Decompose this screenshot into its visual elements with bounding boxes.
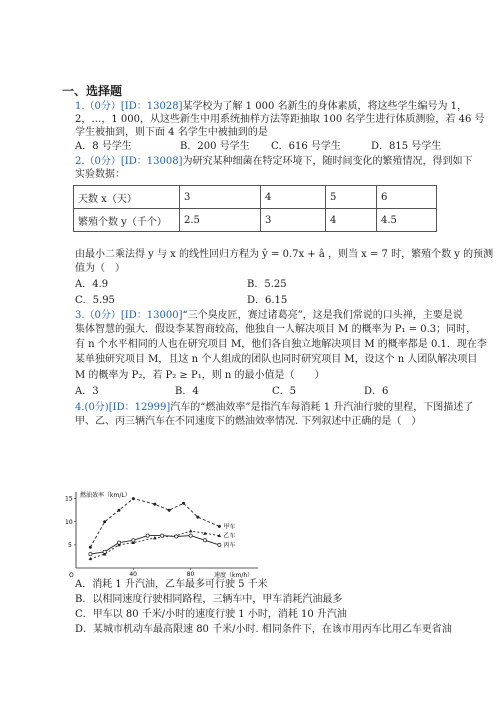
q2-option-c[interactable]: C．5.95 xyxy=(75,295,115,306)
data-point-circle xyxy=(146,534,149,537)
table-cell: 4 xyxy=(261,186,326,209)
y-tick-label: 15 xyxy=(65,495,73,503)
x-axis-label: 速度（km/h） xyxy=(214,572,254,579)
table-cell: 3 xyxy=(180,186,261,209)
data-point-dot xyxy=(118,509,121,512)
q2-option-a[interactable]: A．4.9 xyxy=(75,279,109,290)
data-point-dot xyxy=(168,509,171,512)
x-tick-label: 40 xyxy=(129,571,137,578)
data-point-dot xyxy=(182,502,185,505)
table-cell: 6 xyxy=(377,186,437,209)
q4-line1 xyxy=(75,401,473,414)
q3-text1: “三个臭皮匠，赛过诸葛亮”，这是我们常说的口头禅，主要是说 xyxy=(182,310,463,321)
series-label: 丙车 xyxy=(223,541,236,549)
q1-text1: 某学校为了解 1 000 名新生的身体素质，将这些学生编号为 1， xyxy=(182,101,468,112)
data-point-circle xyxy=(160,534,163,537)
q3-line5: M 的概率为 P₂，若 P₂ ≥ P₁，则 n 的最小值是（ ） xyxy=(75,370,325,381)
q3-option-a[interactable]: A．3 xyxy=(75,386,99,397)
table-row xyxy=(74,209,437,232)
q4-option-b[interactable]: B．以相同速度行驶相同路程，三辆车中，甲车消耗汽油最多 xyxy=(75,594,343,605)
data-point-triangle xyxy=(189,529,193,532)
table-cell: 3 xyxy=(261,209,326,232)
q3-option-d[interactable]: D．6 xyxy=(364,386,389,397)
table-cell: 4 xyxy=(326,209,377,232)
q1-tag: （0分）[ID：13028] xyxy=(84,101,183,112)
data-point-circle xyxy=(175,535,178,538)
q1-option-a[interactable]: A．8 号学生 xyxy=(75,141,132,152)
q4-option-d[interactable]: D．某城市机动车最高限速 80 千米/小时. 相同条件下，在该市用丙车比用乙车更省油 xyxy=(75,624,452,635)
section-title: 一、选择题 xyxy=(62,84,123,98)
data-point-dot xyxy=(153,503,156,506)
table-row xyxy=(74,186,437,209)
y-tick-label: 5 xyxy=(68,541,72,549)
q4-option-c[interactable]: C．甲车以 80 千米/小时的速度行驶 1 小时，消耗 10 升汽油 xyxy=(75,609,347,620)
data-point-circle xyxy=(189,534,192,537)
series-label: 甲车 xyxy=(223,523,236,531)
data-point-circle xyxy=(203,539,206,542)
series-line-0 xyxy=(90,499,219,548)
y-axis-label: 燃油效率（km/L） xyxy=(80,492,131,499)
data-point-circle xyxy=(132,539,135,542)
q3-line3: 有 n 个水平相同的人也在研究项目 M，他们各自独立地解决项目 M 的概率都是 0.1．现在李 xyxy=(75,339,487,350)
q1-line1 xyxy=(75,100,467,113)
q3-option-c[interactable]: C．5 xyxy=(272,386,297,397)
q2-text1: 为研究某种细菌在特定环境下，随时间变化的繁殖情况，得到如下 xyxy=(182,156,473,167)
q1-number: 1. xyxy=(75,101,85,112)
q1-option-b[interactable]: B．200 号学生 xyxy=(180,141,250,152)
q3-number: 3. xyxy=(75,310,85,321)
data-point-circle xyxy=(89,553,92,556)
q3-tag: （0分）[ID：13000] xyxy=(84,310,183,321)
q3-line2: 集体智慧的强大．假设李某智商较高，他独自一人解决项目 M 的概率为 P₁ = 0.3；同时， xyxy=(75,324,477,335)
fuel-efficiency-chart xyxy=(66,488,266,580)
table-cell: 天数 x（天） xyxy=(74,186,180,209)
q4-line2: 甲、乙、丙三辆汽车在不同速度下的燃油效率情况. 下列叙述中正确的是（ ） xyxy=(75,416,422,427)
data-point-dot xyxy=(103,520,106,523)
x-tick-label: 80 xyxy=(186,571,195,578)
table-cell: 繁殖个数 y（千个） xyxy=(74,209,180,232)
data-point-dot xyxy=(196,516,199,519)
q2-tag: （0分）[ID：13008] xyxy=(84,156,183,167)
q4-tag: (0分)[ID：12999] xyxy=(84,402,171,413)
data-point-circle xyxy=(218,543,221,546)
data-point-dot xyxy=(218,525,221,528)
series-label: 乙车 xyxy=(223,532,236,540)
q3-option-b[interactable]: B．4 xyxy=(175,386,199,397)
q2-line2: 实验数据： xyxy=(75,169,125,180)
q4-option-a[interactable]: A．消耗 1 升汽油，乙车最多可行驶 5 千米 xyxy=(75,579,268,590)
y-tick-label: 10 xyxy=(65,518,73,526)
data-point-dot xyxy=(89,546,92,549)
table-cell: 2.5 xyxy=(180,209,261,232)
data-point-circle xyxy=(103,550,106,553)
q1-line2: 2，…，1 000，从这些新生中用系统抽样方法等距抽取 100 名学生进行体质测验，若 46 号 xyxy=(75,114,485,125)
q1-option-d[interactable]: D．815 号学生 xyxy=(371,141,442,152)
q3-line1 xyxy=(75,309,463,322)
q3-line4: 某单独研究项目 M，且这 n 个人组成的团队也同时研究项目 M，设这个 n 人团队解决项目 xyxy=(75,354,478,365)
data-point-circle xyxy=(117,541,120,544)
q4-text1: 汽车的“燃油效率”是指汽车每消耗 1 升汽油行驶的里程，下图描述了 xyxy=(170,402,474,413)
q2-option-b[interactable]: B．5.25 xyxy=(247,279,287,290)
q2-number: 2. xyxy=(75,156,85,167)
table-cell: 4.5 xyxy=(377,209,437,232)
q4-number: 4. xyxy=(75,402,85,413)
q1-option-c[interactable]: C．616 号学生 xyxy=(271,141,341,152)
q2-line1 xyxy=(75,155,473,168)
data-point-dot xyxy=(132,497,135,500)
q2-option-d[interactable]: D．6.15 xyxy=(247,295,288,306)
q2-data-table xyxy=(73,185,437,232)
table-cell: 5 xyxy=(326,186,377,209)
q1-line3: 学生被抽到，则下面 4 名学生中被抽到的是 xyxy=(75,127,268,138)
q2-line4: 值为（ ） xyxy=(75,263,125,274)
origin-label: O xyxy=(69,572,74,579)
q2-line3: 由最小二乘法得 y 与 x 的线性回归方程为 ŷ = 0.7x + â ，则当 x = 7 时，繁殖个数 y 的预测 xyxy=(75,249,494,260)
